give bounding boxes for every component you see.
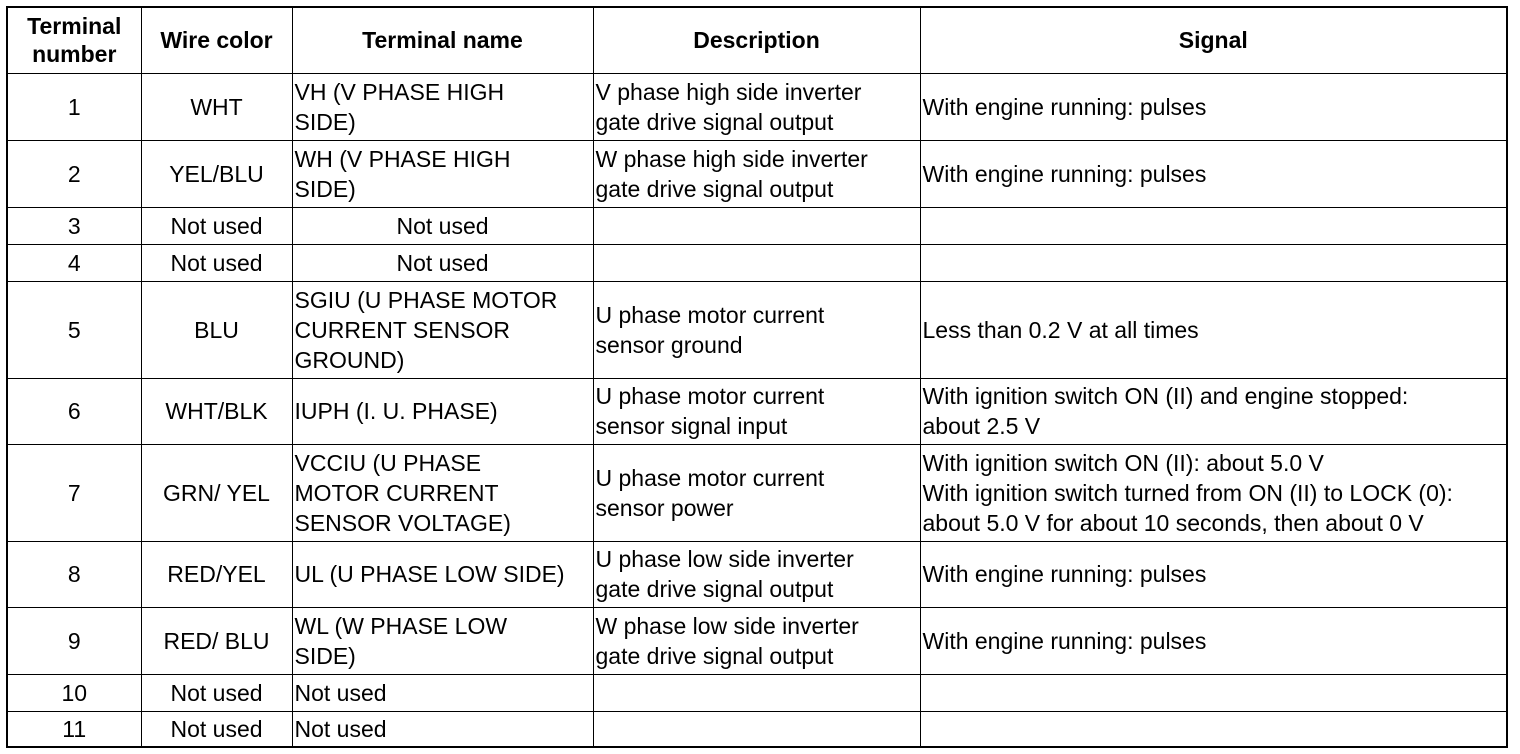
terminal-name-cell-text: Not used — [294, 715, 387, 742]
header-description: Description — [593, 7, 920, 73]
wire-color-cell-text: Not used — [170, 249, 263, 276]
table-row — [7, 140, 1507, 207]
description-cell-text: V phase high side inverter gate drive signal output — [595, 78, 862, 135]
signal-cell — [920, 674, 1507, 711]
terminal-number-cell — [7, 444, 141, 541]
table-row — [7, 244, 1507, 281]
terminal-name-cell-text: Not used — [294, 679, 387, 706]
description-cell — [593, 281, 920, 378]
signal-cell — [920, 140, 1507, 207]
wire-color-cell — [141, 281, 292, 378]
signal-cell — [920, 607, 1507, 674]
terminal-number-cell-text: 7 — [67, 479, 81, 506]
terminal-name-cell — [292, 281, 593, 378]
signal-cell-text: With engine running: pulses — [922, 160, 1207, 187]
wire-color-cell — [141, 674, 292, 711]
wire-color-cell — [141, 444, 292, 541]
terminal-number-cell — [7, 711, 141, 747]
terminal-name-cell-text: Not used — [396, 249, 489, 276]
terminal-name-cell-text: VCCIU (U PHASE MOTOR CURRENT SENSOR VOLTAGE) — [294, 449, 511, 536]
terminal-name-cell — [292, 541, 593, 607]
signal-cell — [920, 207, 1507, 244]
wire-color-cell-text: RED/YEL — [167, 561, 266, 587]
description-cell-text: W phase low side inverter gate drive signal output — [595, 612, 859, 669]
table-row — [7, 711, 1507, 747]
terminal-name-cell — [292, 140, 593, 207]
description-cell — [593, 244, 920, 281]
signal-cell — [920, 444, 1507, 541]
terminal-name-cell-text: VH (V PHASE HIGH SIDE) — [294, 78, 505, 135]
wire-color-cell — [141, 140, 292, 207]
table-row — [7, 378, 1507, 444]
table-row — [7, 281, 1507, 378]
description-cell-text: U phase low side inverter gate drive signal output — [595, 546, 854, 602]
signal-cell-text: Less than 0.2 V at all times — [922, 316, 1199, 343]
wire-color-cell — [141, 73, 292, 140]
signal-cell — [920, 378, 1507, 444]
terminal-name-cell-text: IUPH (I. U. PHASE) — [294, 398, 498, 424]
terminal-name-cell-text: SGIU (U PHASE MOTOR CURRENT SENSOR GROUND) — [294, 286, 558, 373]
terminal-name-cell — [292, 607, 593, 674]
terminal-number-cell — [7, 541, 141, 607]
description-cell — [593, 444, 920, 541]
terminal-number-cell — [7, 207, 141, 244]
terminal-number-cell-text: 1 — [67, 93, 81, 120]
terminal-name-cell — [292, 444, 593, 541]
description-cell — [593, 140, 920, 207]
wire-color-cell-text: WHT/BLK — [165, 398, 268, 424]
terminal-number-cell — [7, 378, 141, 444]
table-body — [7, 73, 1507, 747]
signal-cell — [920, 541, 1507, 607]
terminal-table-container — [6, 6, 1508, 748]
wire-color-cell-text: YEL/BLU — [169, 160, 264, 187]
table-row — [7, 607, 1507, 674]
wire-color-cell-text: Not used — [170, 715, 263, 742]
signal-cell — [920, 711, 1507, 747]
terminal-number-cell-text: 11 — [62, 715, 87, 742]
terminal-number-cell-text: 4 — [67, 249, 81, 276]
description-cell-text: U phase motor current sensor signal input — [595, 383, 825, 439]
wire-color-cell-text: BLU — [194, 316, 239, 343]
description-cell-text: U phase motor current sensor power — [595, 464, 825, 521]
description-cell — [593, 73, 920, 140]
wire-color-cell-text: Not used — [170, 212, 263, 239]
terminal-number-cell — [7, 140, 141, 207]
terminal-number-cell — [7, 73, 141, 140]
terminal-number-cell — [7, 607, 141, 674]
header-terminal-number: Terminal number — [7, 7, 141, 73]
description-cell-text: U phase motor current sensor ground — [595, 301, 825, 358]
signal-cell — [920, 73, 1507, 140]
terminal-number-cell-text: 5 — [67, 316, 81, 343]
signal-cell-text: With engine running: pulses — [922, 93, 1207, 120]
table-row — [7, 444, 1507, 541]
terminal-name-cell-text: WL (W PHASE LOW SIDE) — [294, 612, 508, 669]
terminal-number-cell — [7, 244, 141, 281]
signal-cell — [920, 281, 1507, 378]
terminal-name-cell — [292, 244, 593, 281]
header-row — [7, 7, 1507, 73]
wire-color-cell-text: RED/ BLU — [163, 627, 270, 654]
terminal-name-cell-text: WH (V PHASE HIGH SIDE) — [294, 145, 511, 202]
terminal-number-cell — [7, 281, 141, 378]
terminal-name-cell — [292, 207, 593, 244]
header-wire-color: Wire color — [141, 7, 292, 73]
terminal-name-cell — [292, 711, 593, 747]
description-cell — [593, 378, 920, 444]
terminal-name-cell-text: UL (U PHASE LOW SIDE) — [294, 561, 565, 587]
description-cell — [593, 674, 920, 711]
wire-color-cell — [141, 541, 292, 607]
terminal-name-cell — [292, 378, 593, 444]
terminal-number-cell-text: 9 — [67, 627, 81, 654]
wire-color-cell-text: GRN/ YEL — [163, 479, 270, 506]
terminal-number-cell-text: 6 — [67, 398, 81, 424]
description-cell — [593, 541, 920, 607]
wire-color-cell — [141, 607, 292, 674]
terminal-number-cell-text: 2 — [67, 160, 81, 187]
signal-cell-text: With ignition switch ON (II) and engine stopped: about 2.5 V — [922, 383, 1409, 439]
wire-color-cell — [141, 711, 292, 747]
signal-cell-text: With engine running: pulses — [922, 561, 1207, 587]
wire-color-cell — [141, 244, 292, 281]
header-terminal-name: Terminal name — [292, 7, 593, 73]
terminal-name-cell — [292, 73, 593, 140]
terminal-name-cell-text: Not used — [396, 212, 489, 239]
wire-color-cell-text: Not used — [170, 679, 263, 706]
wire-color-cell — [141, 378, 292, 444]
signal-cell-text: With ignition switch ON (II): about 5.0 V With ignition switch turned from ON (II) to LOCK (0): about 5.0 V for about 10 seconds, then about 0 V — [922, 449, 1453, 536]
terminal-number-cell-text: 8 — [67, 561, 81, 587]
terminal-name-cell — [292, 674, 593, 711]
table-row — [7, 73, 1507, 140]
table-row — [7, 541, 1507, 607]
terminal-table — [6, 6, 1508, 748]
description-cell-text: W phase high side inverter gate drive signal output — [595, 145, 868, 202]
terminal-number-cell — [7, 674, 141, 711]
terminal-number-cell-text: 3 — [67, 212, 81, 239]
description-cell — [593, 711, 920, 747]
table-row — [7, 674, 1507, 711]
wire-color-cell — [141, 207, 292, 244]
signal-cell — [920, 244, 1507, 281]
signal-cell-text: With engine running: pulses — [922, 627, 1207, 654]
description-cell — [593, 607, 920, 674]
header-signal: Signal — [920, 7, 1507, 73]
table-row — [7, 207, 1507, 244]
terminal-number-cell-text: 10 — [61, 679, 88, 706]
wire-color-cell-text: WHT — [190, 93, 243, 120]
description-cell — [593, 207, 920, 244]
